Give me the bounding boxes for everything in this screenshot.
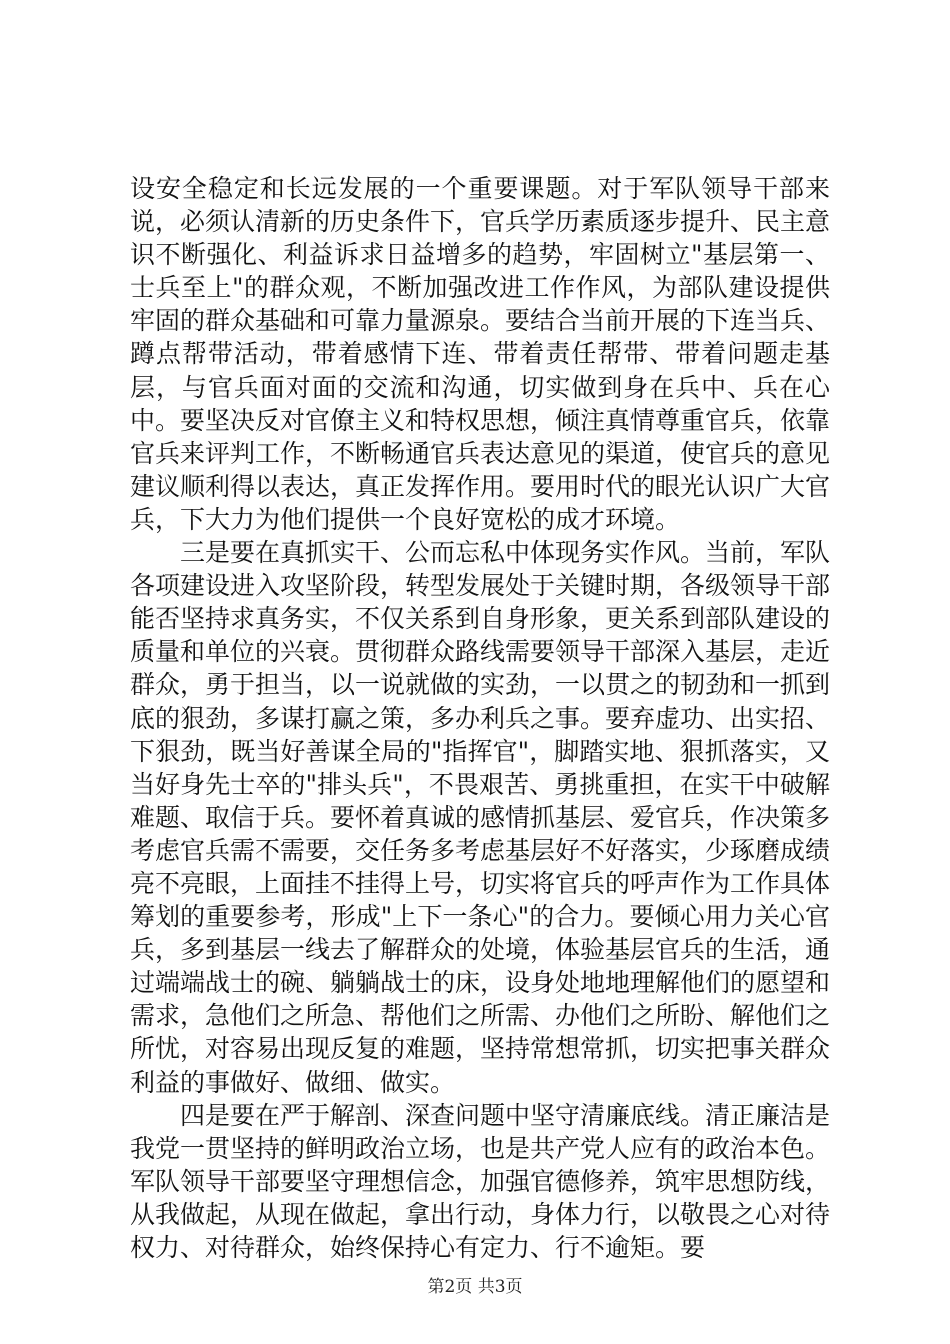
paragraph-2: 三是要在真抓实干、公而忘私中体现务实作风。当前，军队各项建设进入攻坚阶段，转型发展处于关键时期，各级领导干部能否坚持求真务实，不仅关系到自身形象，更关系到部队建设的质量和单位的兴衰。贯彻群众路线需要领导干部深入基层，走近群众，勇于担当，以一说就做的实劲，一以贯之的韧劲和一抓到底的狠劲，多谋打赢之策，多办利兵之事。要弃虚功、出实招、下狠劲，既当好善谋全局的"指挥官"，脚踏实地、狠抓落实，又当好身先士卒的"排头兵"，不畏艰苦、勇挑重担，在实干中破解难题、取信于兵。要怀着真诚的感情抓基层、爱官兵，作决策多考虑官兵需不需要，交任务多考虑基层好不好落实，少琢磨成绩亮不亮眼，上面挂不挂得上号，切实将官兵的呼声作为工作具体筹划的重要参考，形成"上下一条心"的合力。要倾心用力关心官兵，多到基层一线去了解群众的处境，体验基层官兵的生活，通过端端战士的碗、躺躺战士的床，设身处地地理解他们的愿望和需求，急他们之所急、帮他们之所需、办他们之所盼、解他们之所忧，对容易出现反复的难题，坚持常想常抓，切实把事关群众利益的事做好、做细、做实。 xyxy=(130,538,831,1097)
paragraph-3: 四是要在严于解剖、深查问题中坚守清廉底线。清正廉洁是我党一贯坚持的鲜明政治立场，也是共产党人应有的政治本色。军队领导干部要坚守理想信念，加强官德修养，筑牢思想防线，从我做起，从现在做起，拿出行动，身体力行，以敬畏之心对待权力、对待群众，始终保持心有定力、行不逾矩。要 xyxy=(130,1100,831,1262)
document-body xyxy=(130,172,830,1264)
paragraph-1: 设安全稳定和长远发展的一个重要课题。对于军队领导干部来说，必须认清新的历史条件下，官兵学历素质逐步提升、民主意识不断强化、利益诉求日益增多的趋势，牢固树立"基层第一、士兵至上"的群众观，不断加强改进工作作风，为部队建设提供牢固的群众基础和可靠力量源泉。要结合当前开展的下连当兵、蹲点帮带活动，带着感情下连、带着责任帮带、带着问题走基层，与官兵面对面的交流和沟通，切实做到身在兵中、兵在心中。要坚决反对官僚主义和特权思想，倾注真情尊重官兵，依靠官兵来评判工作，不断畅通官兵表达意见的渠道，使官兵的意见建议顺利得以表达，真正发挥作用。要用时代的眼光认识广大官兵，下大力为他们提供一个良好宽松的成才环境。 xyxy=(130,174,831,534)
page-number-footer: 第2页 共3页 xyxy=(427,1277,523,1297)
